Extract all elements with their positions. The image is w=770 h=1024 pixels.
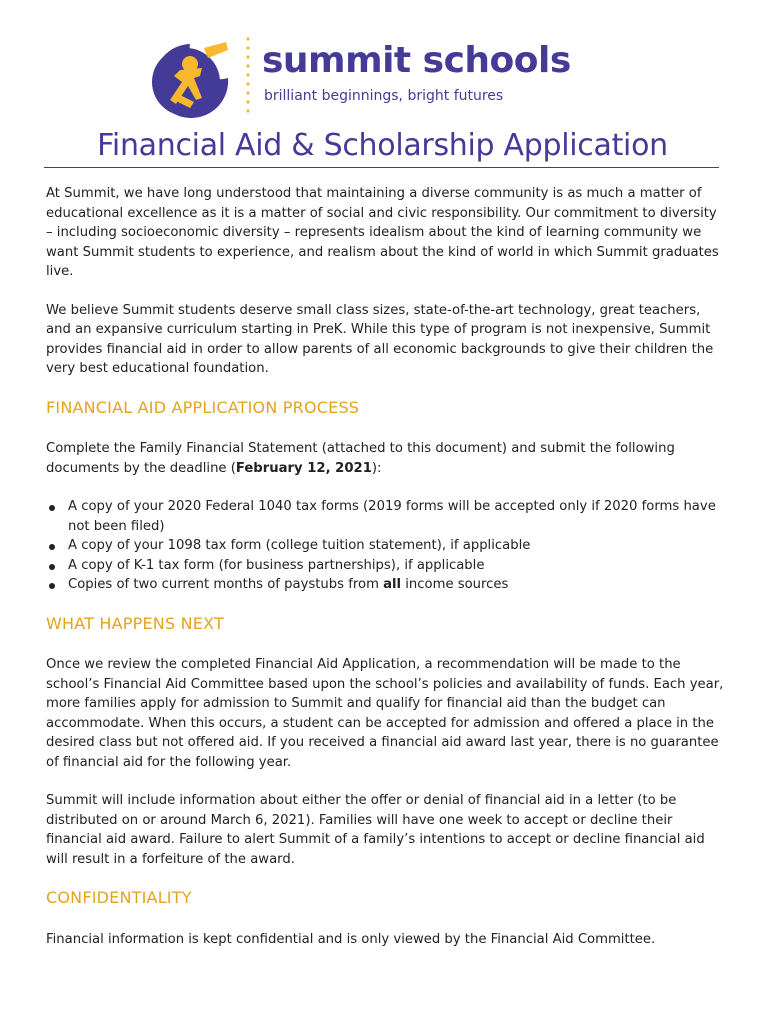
deadline-date: February 12, 2021 — [235, 460, 372, 476]
logo-dotted-divider — [246, 36, 250, 120]
school-tagline: brilliant beginnings, bright futures — [264, 88, 504, 104]
list-item: Copies of two current months of paystubs from all income sources — [68, 575, 726, 595]
section-heading-next: WHAT HAPPENS NEXT — [46, 613, 224, 633]
section-heading-confidentiality: CONFIDENTIALITY — [46, 888, 192, 907]
school-logo — [150, 36, 610, 120]
school-name: summit schools — [262, 40, 571, 81]
intro-paragraph: We believe Summit students deserve small class sizes, state-of-the-art technology, great teachers, and an expansive curriculum starting in PreK. While this type of program is not inexpensive, Summit provides financial aid in order to allow parents of all economic backgrounds to give their children the very best educational foundation. — [46, 302, 714, 376]
section-heading-process: FINANCIAL AID APPLICATION PROCESS — [46, 397, 360, 417]
document-body — [46, 184, 726, 968]
title-underline — [44, 167, 719, 168]
page-title: Financial Aid & Scholarship Application — [97, 128, 668, 163]
list-item: A copy of your 2020 Federal 1040 tax forms (2019 forms will be accepted only if 2020 forms have not been filed) — [68, 497, 726, 536]
required-documents-list — [46, 497, 726, 595]
list-item: A copy of your 1098 tax form (college tuition statement), if applicable — [68, 536, 726, 556]
next-paragraph: Once we review the completed Financial Aid Application, a recommendation will be made to the school’s Financial Aid Committee based upon the school’s policies and availability of funds. Each year, more families apply for admission to Summit and qualify for financial aid than the budget can accommodate. When this occurs, a student can be accepted for admission and offered a place in the desired class but not offered aid. If you received a financial aid award last year, there is no guarantee of financial aid for the following year. — [46, 657, 724, 770]
next-paragraph: Summit will include information about either the offer or denial of financial aid in a letter (to be distributed on or around March 6, 2021). Families will have one week to accept or decline their financial aid award. Failure to alert Summit of a family’s intentions to accept or decline financial aid will result in a forfeiture of the award. — [46, 793, 705, 867]
list-item: A copy of K-1 tax form (for business partnerships), if applicable — [68, 556, 726, 576]
confidentiality-text: Financial information is kept confidential and is only viewed by the Financial Aid Committee. — [46, 931, 656, 947]
child-with-telescope-icon — [150, 42, 230, 118]
intro-paragraph: At Summit, we have long understood that maintaining a diverse community is as much a matter of educational excellence as it is a matter of social and civic responsibility. Our commitment to diversity – including socioeconomic diversity – represents idealism about the kind of learning community we want Summit students to experience, and realism about the kind of world in which Summit graduates live. — [46, 186, 719, 279]
process-instructions: Complete the Family Financial Statement (attached to this document) and submit the following documents by the deadline (February 12, 2021): — [46, 441, 675, 476]
